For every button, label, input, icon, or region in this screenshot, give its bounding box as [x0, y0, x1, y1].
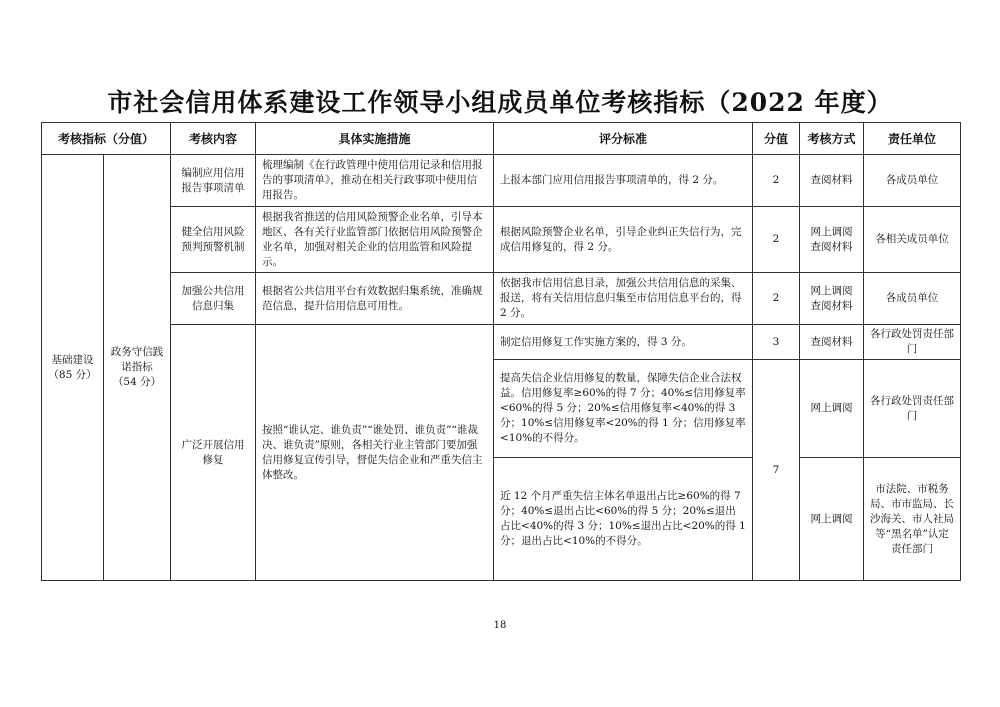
unit-cell: 各成员单位	[864, 155, 961, 207]
assessment-table	[41, 122, 961, 581]
criteria-cell: 提高失信企业信用修复的数量，保障失信企业合法权益。信用修复率≥60%的得 7 分；40%≤信用修复率<60%的得 5 分；20%≤信用修复率<40%的得 3 分；10%≤信用修复率<20%的得 1 分；信用修复率<10%的不得分。	[494, 360, 753, 458]
page-number: 18	[493, 620, 507, 631]
table-row	[42, 325, 961, 360]
header-criteria: 评分标准	[494, 123, 753, 155]
score-cell: 3	[753, 325, 800, 360]
measures-cell: 根据我省推送的信用风险预警企业名单，引导本地区、各有关行业监管部门依据信用风险预警企业名单，加强对相关企业的信用监管和风险提示。	[256, 207, 494, 273]
measures-cell: 梳理编制《在行政管理中使用信用记录和信用报告的事项清单》，推动在相关行政事项中使用信用报告。	[256, 155, 494, 207]
criteria-cell: 依据我市信用信息目录，加强公共信用信息的采集、报送，将有关信用信息归集至市信用信息平台的，得 2 分。	[494, 273, 753, 325]
score-cell: 2	[753, 207, 800, 273]
page-title: 市社会信用体系建设工作领导小组成员单位考核指标（2022 年度）	[107, 88, 893, 117]
header-method: 考核方式	[800, 123, 864, 155]
content-cell: 广泛开展信用修复	[171, 325, 256, 581]
unit-cell: 各行政处罚责任部门	[864, 325, 961, 360]
criteria-cell: 根据风险预警企业名单，引导企业纠正失信行为，完成信用修复的，得 2 分。	[494, 207, 753, 273]
unit-cell: 各行政处罚责任部门	[864, 360, 961, 458]
unit-cell: 各相关成员单位	[864, 207, 961, 273]
measures-cell: 根据省公共信用平台有效数据归集系统，准确规范信息，提升信用信息可用性。	[256, 273, 494, 325]
method-cell: 网上调阅	[800, 458, 864, 581]
score-cell: 2	[753, 273, 800, 325]
criteria-cell: 上报本部门应用信用报告事项清单的，得 2 分。	[494, 155, 753, 207]
method-cell: 网上调阅	[800, 360, 864, 458]
criteria-cell: 制定信用修复工作实施方案的，得 3 分。	[494, 325, 753, 360]
method-cell: 查阅材料	[800, 325, 864, 360]
method-cell: 网上调阅查阅材料	[800, 273, 864, 325]
method-cell: 网上调阅查阅材料	[800, 207, 864, 273]
unit-cell: 市法院、市税务局、市市监局、长沙海关、市人社局等“黑名单”认定责任部门	[864, 458, 961, 581]
measures-cell: 按照“谁认定、谁负责”“谁处罚、谁负责”“谁裁决、谁负责”原则，各相关行业主管部门要加强信用修复宣传引导，督促失信企业和严重失信主体整改。	[256, 325, 494, 581]
header-indicator: 考核指标（分值）	[42, 123, 171, 155]
content-cell: 加强公共信用信息归集	[171, 273, 256, 325]
header-unit: 责任单位	[864, 123, 961, 155]
table-row	[42, 273, 961, 325]
method-cell: 查阅材料	[800, 155, 864, 207]
header-content: 考核内容	[171, 123, 256, 155]
table-row	[42, 155, 961, 207]
content-cell: 健全信用风险预判预警机制	[171, 207, 256, 273]
content-cell: 编制应用信用报告事项清单	[171, 155, 256, 207]
level1-indicator: 基础建设（85 分）	[42, 155, 104, 581]
table-row	[42, 207, 961, 273]
score-cell: 7	[753, 360, 800, 581]
header-measures: 具体实施措施	[256, 123, 494, 155]
level2-indicator: 政务守信践诺指标（54 分）	[104, 155, 171, 581]
header-score: 分值	[753, 123, 800, 155]
criteria-cell: 近 12 个月严重失信主体名单退出占比≥60%的得 7 分；40%≤退出占比<60%的得 5 分；20%≤退出占比<40%的得 3 分；10%≤退出占比<20%的得 1 分；退出占比<10%的不得分。	[494, 458, 753, 581]
score-cell: 2	[753, 155, 800, 207]
unit-cell: 各成员单位	[864, 273, 961, 325]
header-row	[42, 123, 961, 155]
